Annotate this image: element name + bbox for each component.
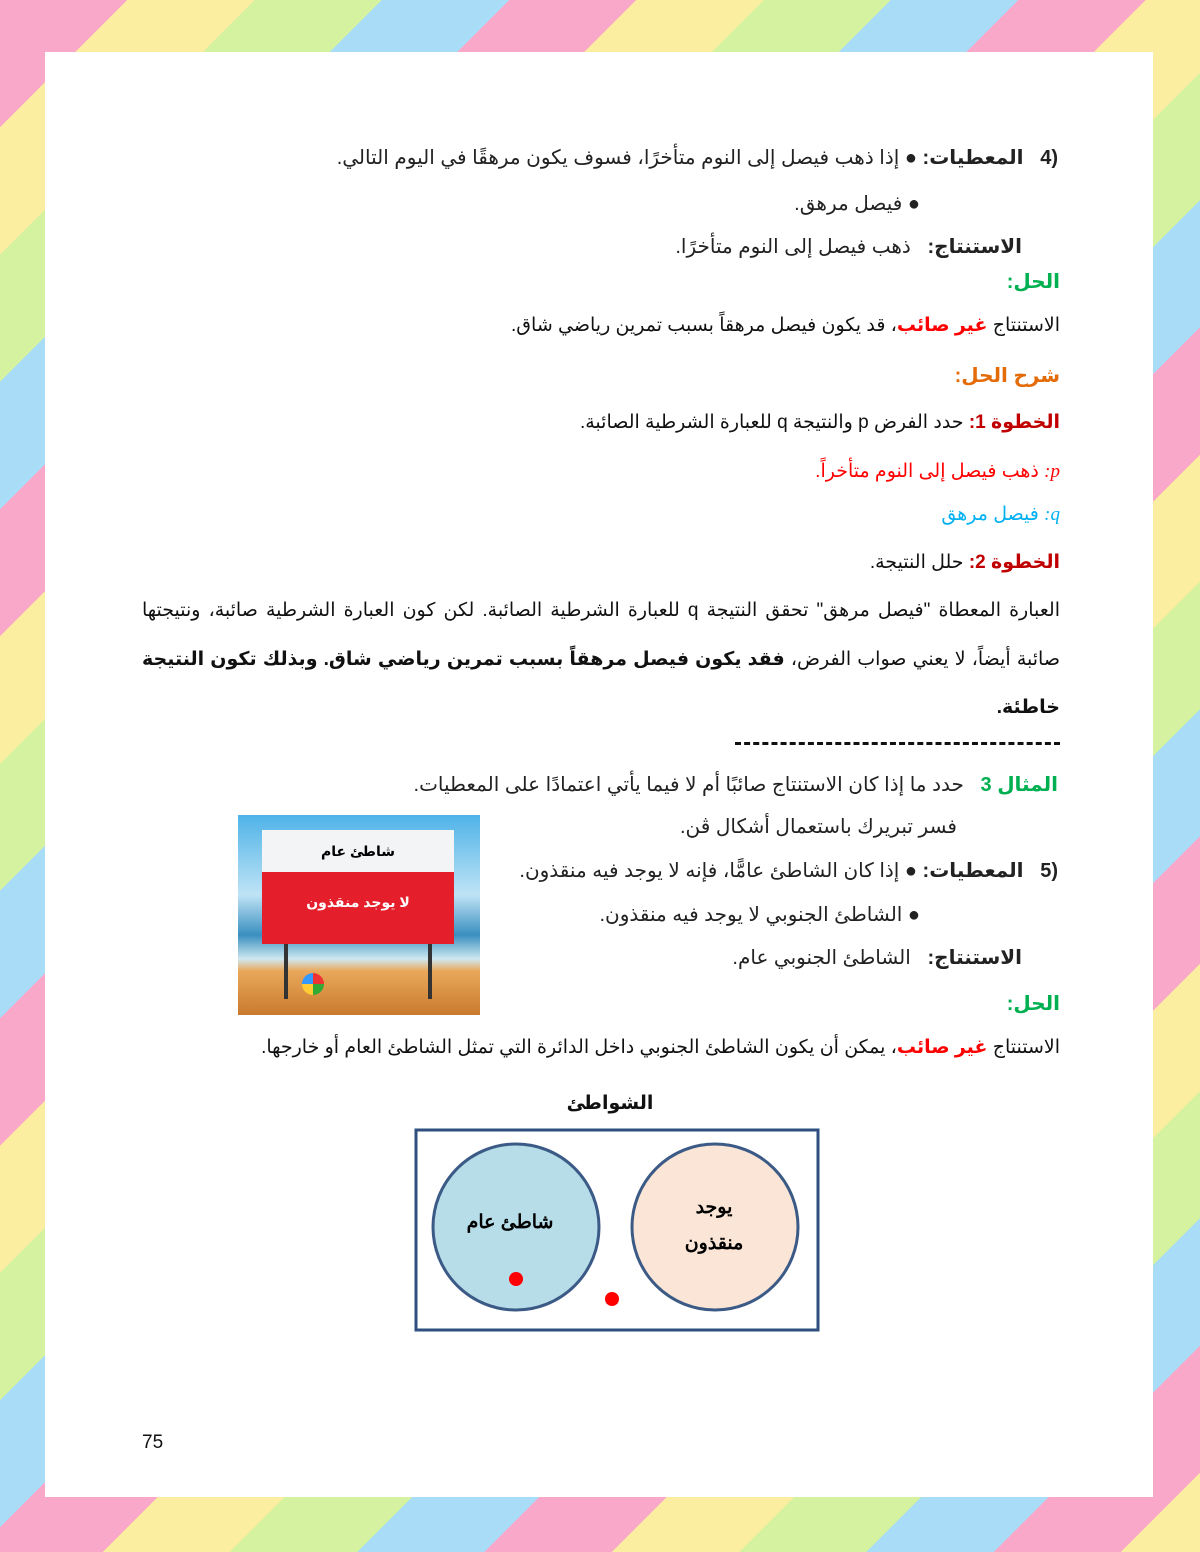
verdict: غير صائب bbox=[896, 1037, 988, 1058]
solution-prefix: الاستنتاج bbox=[992, 315, 1060, 336]
paragraph-bold: فقد يكون فيصل مرهقاً بسبب تمرين رياضي شاق. وبذلك تكون النتيجة bbox=[142, 649, 785, 670]
p-text: ذهب فيصل إلى النوم متأخراً. bbox=[815, 461, 1039, 482]
sign-top-text: شاطئ عام bbox=[262, 830, 454, 872]
example5-givens: (5 المعطيات: ● إذا كان الشاطئ عامًّا، فإنه لا يوجد فيه منقذون. bbox=[519, 860, 1058, 882]
given-1: إذا كان الشاطئ عامًّا، فإنه لا يوجد فيه منقذون. bbox=[519, 860, 900, 882]
given-2: الشاطئ الجنوبي لا يوجد فيه منقذون. bbox=[599, 904, 903, 926]
solution-rest: ، قد يكون فيصل مرهقاً بسبب تمرين رياضي شاق. bbox=[511, 315, 897, 336]
item-number: (5 bbox=[1040, 860, 1058, 882]
sign-bottom-text: لا يوجد منقذون bbox=[262, 872, 454, 944]
example-label: المثال 3 bbox=[980, 774, 1058, 796]
q-label: q: bbox=[1044, 504, 1060, 525]
item-number: (4 bbox=[1040, 147, 1058, 169]
venn-point-outside bbox=[605, 1292, 619, 1306]
paragraph-line-1: العبارة المعطاة "فيصل مرهق" تحقق النتيجة q للعبارة الشرطية الصائبة. لكن كون العبارة الشرطية صائبة، ونتيجتها bbox=[142, 600, 1060, 621]
step-1-text: حدد الفرض p والنتيجة q للعبارة الشرطية الصائبة. bbox=[579, 412, 964, 433]
paragraph-line-3: خاطئة. bbox=[996, 697, 1060, 718]
venn-label-public: شاطئ عام bbox=[466, 1212, 554, 1233]
venn-label-lifeguards-2: منقذون bbox=[684, 1233, 744, 1254]
conclusion-label: الاستنتاج: bbox=[927, 947, 1022, 969]
conclusion: ذهب فيصل إلى النوم متأخرًا. bbox=[675, 236, 911, 258]
example4-givens: (4 المعطيات: ● إذا ذهب فيصل إلى النوم متأخرًا، فسوف يكون مرهقًا في اليوم التالي. bbox=[336, 147, 1058, 169]
venn-title: الشواطئ bbox=[566, 1093, 654, 1114]
example-instruction-2: فسر تبريرك باستعمال أشكال ڤن. bbox=[679, 816, 957, 838]
givens-label: المعطيات: bbox=[922, 147, 1024, 169]
venn-circle-lifeguards bbox=[632, 1144, 798, 1310]
verdict: غير صائب bbox=[896, 315, 988, 336]
p-label: p: bbox=[1044, 461, 1060, 482]
explanation-heading: شرح الحل: bbox=[954, 365, 1060, 387]
solution-prefix: الاستنتاج bbox=[992, 1037, 1060, 1058]
given-1: إذا ذهب فيصل إلى النوم متأخرًا، فسوف يكون مرهقًا في اليوم التالي. bbox=[336, 147, 900, 169]
step-2-label: الخطوة 2: bbox=[968, 552, 1060, 573]
solution-heading-2: الحل: bbox=[1006, 993, 1060, 1015]
conclusion: الشاطئ الجنوبي عام. bbox=[732, 947, 911, 969]
given-2-row: ● فيصل مرهق. bbox=[794, 193, 920, 215]
solution-heading: الحل: bbox=[1006, 271, 1060, 293]
given-2-row: ● الشاطئ الجنوبي لا يوجد فيه منقذون. bbox=[599, 904, 920, 926]
given-2: فيصل مرهق. bbox=[794, 193, 903, 215]
paragraph-normal: صائبة أيضاً، لا يعني صواب الفرض، bbox=[784, 649, 1060, 670]
page-number: 75 bbox=[142, 1432, 164, 1453]
step-1-label: الخطوة 1: bbox=[968, 412, 1060, 433]
conclusion-label: الاستنتاج: bbox=[927, 236, 1022, 258]
example-instruction: حدد ما إذا كان الاستنتاج صائبًا أم لا فيما يأتي اعتمادًا على المعطيات. bbox=[413, 774, 964, 796]
step-2-text: حلل النتيجة. bbox=[869, 552, 964, 573]
givens-label: المعطيات: bbox=[922, 860, 1024, 882]
venn-point-inside bbox=[509, 1272, 523, 1286]
q-text: فيصل مرهق bbox=[941, 504, 1039, 525]
venn-label-lifeguards-1: يوجد bbox=[695, 1197, 733, 1218]
solution-rest: ، يمكن أن يكون الشاطئ الجنوبي داخل الدائرة التي تمثل الشاطئ العام أو خارجها. bbox=[261, 1037, 897, 1058]
